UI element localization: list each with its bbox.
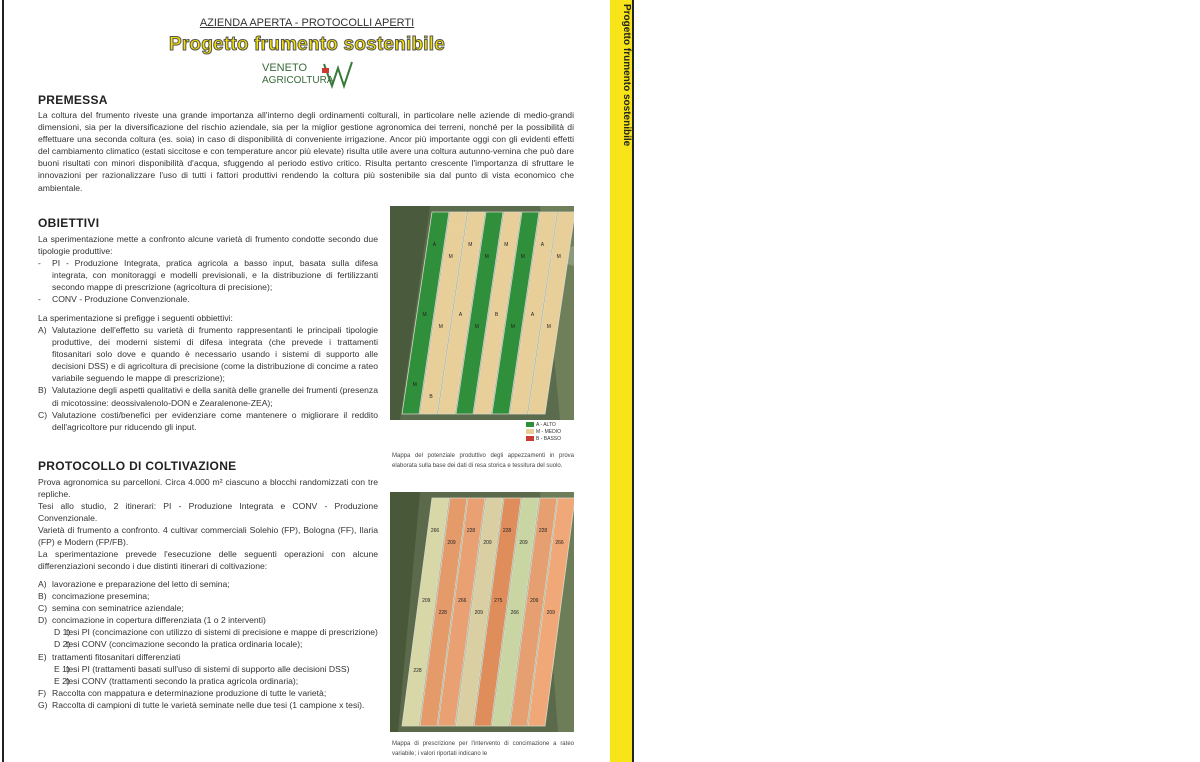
field-cell-label: 209: [422, 598, 431, 604]
list-item-text: Valutazione dell'effetto su varietà di frumento rappresentanti le principali tipologie produttive, dei moderni sistemi di difesa integrata (che prevede i trattamenti fitosanitari solo dove e quando è necessario usando i sistemi di supporto alle decisioni DSS) e di agricoltura di precisione (come la distribuzione di concime a rateo variabile seguendo le mappe di prescrizione);: [52, 325, 378, 384]
legend-item-medio: M - MEDIO: [526, 429, 561, 436]
protocollo-p3: Varietà di frumento a confronto. 4 cultivar commerciali Solehio (FP), Bologna (FF), Ilaria (FP) e Modern (FP/FB).: [38, 525, 378, 548]
list-marker: C): [38, 409, 48, 420]
operations-list: [38, 578, 378, 711]
legend-item-basso: B - BASSO: [526, 436, 561, 443]
protocollo-p1: Prova agronomica su parcelloni. Circa 4.000 m² ciascuno a blocchi randomizzati con tre repliche.: [38, 477, 378, 500]
list-item-text: concimazione presemina;: [52, 591, 150, 602]
field-cell-label: M: [474, 324, 479, 330]
list-item-text: semina con seminatrice aziendale;: [52, 603, 184, 614]
field-cell-label: 209: [546, 610, 555, 616]
list-marker: D): [38, 615, 48, 626]
field-cell-label: M: [468, 242, 473, 248]
operation-item: [38, 614, 378, 626]
veneto-agricoltura-logo: [262, 60, 354, 90]
prescription-map: [390, 492, 574, 732]
field-cell-label: 209: [483, 540, 492, 546]
field-cell-label: 209: [474, 610, 483, 616]
premessa-heading: PREMESSA: [38, 93, 108, 107]
field-cell-label: B: [494, 312, 499, 318]
field-cell-label: 228: [502, 528, 512, 534]
list-item-text: Valutazione costi/benefici per evidenziare come mantenere o migliorare il reddito dell'agricoltore pur riducendo gli input.: [52, 409, 378, 432]
operation-item: [38, 590, 378, 602]
field-cell-label: 266: [555, 540, 564, 546]
field-cell-label: 228: [413, 668, 422, 674]
field-cell-label: 266: [458, 598, 467, 604]
list-item-text: concimazione in copertura differenziata (1 o 2 interventi): [52, 615, 266, 626]
field-cell-label: M: [448, 254, 453, 260]
list-item-text: lavorazione e preparazione del letto di semina;: [52, 579, 230, 589]
list-marker: -: [38, 258, 41, 268]
list-marker: A): [38, 579, 47, 589]
operation-item: [38, 626, 378, 638]
field-cell-label: M: [556, 254, 561, 260]
operation-item: [38, 602, 378, 614]
list-marker: D 2): [54, 639, 71, 650]
field-cell-label: 275: [494, 598, 503, 604]
field-cell-label: M: [520, 254, 525, 260]
legend-swatch: [526, 436, 534, 441]
document-page: [2, 0, 634, 762]
list-marker: -: [38, 294, 41, 305]
operation-item: [38, 638, 378, 650]
logo-line1: VENETO: [262, 62, 308, 74]
legend-item-alto: A - ALTO: [526, 422, 561, 429]
protocollo-p4: La sperimentazione prevede l'esecuzione delle seguenti operazioni con alcune differenziazioni secondo i due distinti itinerari di coltivazione:: [38, 549, 378, 572]
field-cell-label: M: [546, 324, 551, 330]
list-item-text: trattamenti fitosanitari differenziati: [52, 651, 181, 662]
document-subtitle: AZIENDA APERTA - PROTOCOLLI APERTI: [199, 17, 415, 29]
list-marker: E 1): [54, 663, 70, 674]
goal-item: [38, 324, 378, 384]
premessa-text: La coltura del frumento riveste una grande importanza all'interno degli ordinamenti colturali, in particolare nelle aziende di medio-grandi dimensioni, sia per la diversificazione del rischio aziendale, sia per la miglior gestione agronomica dei terreni, nonché per la possibilità di effettuare una seconda coltura (es. soia) in caso di disponibilità di conveniente irrigazione. Ancor più importante oggi con gli evidenti effetti del cambiamento climatico (estati siccitose e con temperature ancor più elevate) risulta utile avere una coltura autunno-vernina che può dare buoni risultati con minori disponibilità d'acqua, sfuggendo al periodo estivo critico. Risulta pertanto crescente l'importanza di sfruttare le innovazioni per razionalizzare l'uso di tutti i fattori produttivi rendendo la coltura più sostenibile sia dal punto di vista economico che ambientale.: [38, 110, 574, 193]
list-marker: F): [38, 687, 47, 698]
field-cell-label: M: [422, 312, 427, 318]
production-types-list: [38, 257, 378, 305]
field-cell-label: 266: [510, 610, 519, 616]
operation-item: [38, 675, 378, 687]
field-cell-label: 209: [447, 540, 456, 546]
legend-swatch: [526, 422, 534, 427]
field-cell-label: A: [432, 242, 437, 248]
field-cell-label: B: [429, 394, 433, 400]
field-cell-label: A: [540, 242, 545, 248]
field-cell-label: A: [458, 312, 463, 318]
field-cell-label: M: [510, 324, 515, 330]
list-item-text: tesi CONV (trattamenti secondo la pratica agricola ordinaria);: [66, 675, 299, 686]
goal-item: [38, 384, 378, 408]
field-cell-label: A: [530, 312, 535, 318]
field-cell-label: 228: [466, 528, 476, 534]
field-cell-label: 228: [438, 610, 447, 616]
list-marker: C): [38, 603, 48, 614]
document-title: Progetto frumento sostenibile: [168, 34, 446, 55]
top-cut-text: [194, 0, 494, 6]
goal-item: [38, 409, 378, 433]
field-cell-label: 266: [430, 528, 440, 534]
field-cell-label: M: [484, 254, 489, 260]
yield-potential-map: [390, 206, 574, 420]
field-cell-label: 209: [519, 540, 528, 546]
list-marker: B): [38, 385, 47, 396]
list-item-text: Raccolta con mappatura e determinazione produzione di tutte le varietà;: [52, 687, 327, 698]
field-cell-label: M: [504, 242, 509, 248]
operation-item: [38, 663, 378, 675]
logo-line2: AGRICOLTURA: [262, 75, 334, 86]
goals-list: [38, 324, 378, 433]
map1-legend: [526, 422, 561, 443]
list-item-text: tesi PI (concimazione con utilizzo di sistemi di precisione e mappe di prescrizione): [66, 627, 378, 638]
legend-swatch: [526, 429, 534, 434]
sidebar-title: Progetto frumento sostenibile: [621, 4, 632, 147]
list-item-text: CONV - Produzione Convenzionale.: [52, 294, 190, 305]
operation-item: [38, 578, 378, 590]
list-item-text: Raccolta di campioni di tutte le varietà seminate nelle due tesi (1 campione x tesi).: [52, 699, 365, 710]
obiettivi-heading: OBIETTIVI: [38, 216, 100, 230]
list-item-text: Valutazione degli aspetti qualitativi e della sanità delle granelle dei frumenti (presenza di micotossine: deossivalenolo-DON e Zearalenone-ZEA);: [52, 385, 378, 408]
list-item-text: PI - Produzione Integrata, pratica agricola a basso input, basata sulla difesa integrata, con monitoraggi e modelli previsionali, e la distribuzione di fertilizzanti secondo mappe di prescrizione (agricoltura di precisione);: [52, 258, 378, 293]
field-cell-label: M: [412, 382, 417, 388]
list-marker: B): [38, 591, 47, 602]
operation-item: [38, 687, 378, 699]
production-type-item: [38, 293, 378, 305]
list-marker: D 1): [54, 627, 71, 638]
obiettivi-intro: La sperimentazione mette a confronto alcune varietà di frumento condotte secondo due tipologie produttive:: [38, 234, 378, 257]
list-item-text: tesi CONV (concimazione secondo la pratica ordinaria locale);: [66, 639, 303, 650]
list-marker: A): [38, 325, 47, 335]
list-item-text: tesi PI (trattamenti basati sull'uso di sistemi di supporto alle decisioni DSS): [66, 663, 350, 674]
protocollo-p2: Tesi allo studio, 2 itinerari: PI - Produzione Integrata e CONV - Produzione Convenzionale.: [38, 501, 378, 524]
obiettivi-intro2: La sperimentazione si prefigge i seguenti obbiettivi:: [38, 313, 233, 323]
protocollo-heading: PROTOCOLLO DI COLTIVAZIONE: [38, 459, 237, 473]
field-cell-label: M: [438, 324, 443, 330]
production-type-item: [38, 257, 378, 293]
operation-item: [38, 699, 378, 711]
operation-item: [38, 651, 378, 663]
map1-caption: Mappa del potenziale produttivo degli appezzamenti in prova elaborata sulla base dei dati di resa storica e tessitura del suolo.: [392, 453, 574, 469]
map2-caption: Mappa di prescrizione per l'intervento di concimazione a rateo variabile; i valori riportati indicano le: [392, 741, 574, 757]
field-cell-label: 209: [530, 598, 539, 604]
list-marker: G): [38, 699, 48, 710]
logo-wave-icon: [322, 60, 354, 90]
list-marker: E 2): [54, 675, 70, 686]
field-cell-label: 228: [538, 528, 548, 534]
list-marker: E): [38, 651, 47, 662]
